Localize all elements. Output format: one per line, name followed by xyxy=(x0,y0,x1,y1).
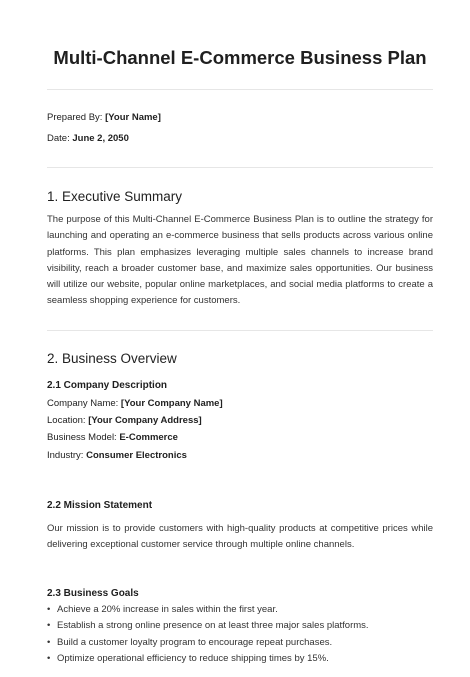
divider xyxy=(47,167,433,168)
list-item xyxy=(47,602,433,619)
company-description-heading: 2.1 Company Description xyxy=(47,379,168,391)
prepared-by-line xyxy=(47,112,433,124)
goal-text: Optimize operational efficiency to reduce shipping times by 15%. xyxy=(57,653,329,665)
business-model-value: E-Commerce xyxy=(119,432,178,444)
business-goals-list xyxy=(47,602,433,668)
industry-label: Industry: xyxy=(47,449,84,461)
company-description-list xyxy=(47,395,433,464)
date-line xyxy=(47,133,433,145)
executive-summary-heading: 1. Executive Summary xyxy=(47,189,183,204)
goal-text: Establish a strong online presence on at least three major sales platforms. xyxy=(57,620,369,632)
prepared-by-value: [Your Name] xyxy=(105,112,161,123)
list-item xyxy=(47,651,433,668)
mission-statement-heading: 2.2 Mission Statement xyxy=(47,499,153,511)
executive-summary-body: The purpose of this Multi-Channel E-Commerce Business Plan is to outline the strategy for launching and operating an e-commerce business that sells products across various online platforms. This plan emphasizes leveraging multiple sales channels to increase brand visibility, reach a broader customer base, and maximize sales opportunities. Our business will utilize our website, popular online marketplaces, and social media platforms to create a seamless shopping experience for customers. xyxy=(47,214,433,307)
location-line xyxy=(47,412,433,429)
bullet-icon: • xyxy=(47,653,51,665)
divider xyxy=(47,330,433,331)
business-model-line xyxy=(47,429,433,446)
list-item xyxy=(47,635,433,652)
industry-value: Consumer Electronics xyxy=(86,449,187,461)
business-model-label: Business Model: xyxy=(47,432,117,444)
divider xyxy=(47,89,433,90)
business-overview-heading: 2. Business Overview xyxy=(47,350,177,366)
list-item xyxy=(47,618,433,635)
bullet-icon: • xyxy=(47,603,51,615)
business-goals-heading: 2.3 Business Goals xyxy=(47,587,139,599)
industry-line xyxy=(47,447,433,464)
company-name-value: [Your Company Name] xyxy=(120,397,223,409)
date-value: June 2, 2050 xyxy=(72,133,129,144)
prepared-by-label: Prepared By: xyxy=(47,112,103,123)
location-label: Location: xyxy=(47,415,86,427)
mission-statement-body: Our mission is to provide customers with high-quality products at competitive prices while delivering exceptional customer service through multiple online channels. xyxy=(47,522,433,551)
bullet-icon: • xyxy=(47,636,51,648)
location-value: [Your Company Address] xyxy=(88,415,202,427)
goal-text: Achieve a 20% increase in sales within the first year. xyxy=(57,603,278,615)
bullet-icon: • xyxy=(47,620,51,632)
company-name-line xyxy=(47,395,433,412)
company-name-label: Company Name: xyxy=(47,397,119,409)
goal-text: Build a customer loyalty program to encourage repeat purchases. xyxy=(57,636,333,648)
document-title: Multi-Channel E-Commerce Business Plan xyxy=(53,47,427,68)
date-label: Date: xyxy=(47,133,70,144)
